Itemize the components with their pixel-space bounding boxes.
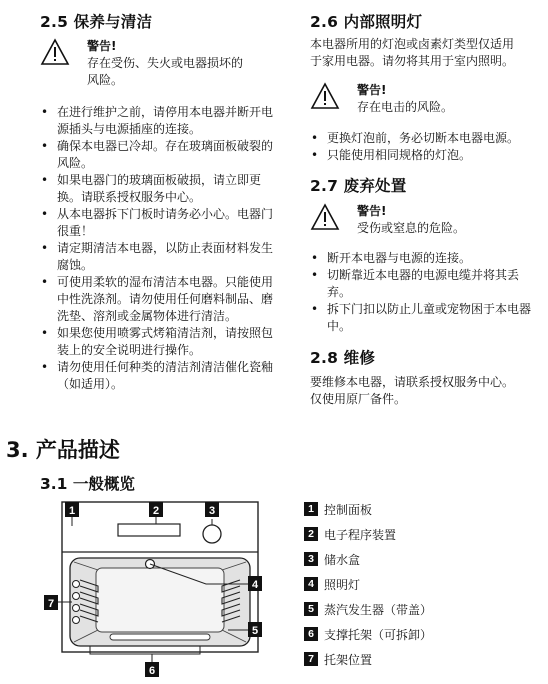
legend-item <box>304 550 360 568</box>
repair-paragraph <box>310 374 514 408</box>
list-item: • 切断靠近本电器的电源电缆并将其丢弃。 <box>310 267 540 301</box>
callout-1: 1 <box>68 505 76 517</box>
legend-label: 照明灯 <box>324 577 361 592</box>
legend-label: 储水盒 <box>324 552 361 567</box>
warning-title: 警告! <box>357 83 387 97</box>
water-tank <box>203 525 221 543</box>
legend-item <box>304 625 432 643</box>
list-item: • 从本电器拆下门板时请务必小心。电器门很重！ <box>40 206 276 240</box>
list-item: • 请定期清洁本电器，以防止表面材料发生腐蚀。 <box>40 240 276 274</box>
legend-item <box>304 600 432 618</box>
list-item: • 只能使用相同规格的灯泡。 <box>310 147 540 164</box>
repair-paragraph-line-2: 仅使用原厂备件。 <box>310 392 407 406</box>
warning-line-1: 受伤或窒息的危险。 <box>357 221 466 235</box>
legend-number: 5 <box>304 602 318 616</box>
warning-text <box>357 203 465 237</box>
warning-title: 警告! <box>357 204 387 218</box>
lamp-list <box>310 130 540 164</box>
section-title-2-8: 2.8 维修 <box>310 349 376 367</box>
legend-item <box>304 575 360 593</box>
list-item: • 拆下门扣以防止儿童或宠物困于本电器中。 <box>310 301 540 335</box>
section-title-2-7: 2.7 废弃处置 <box>310 177 407 195</box>
list-item: • 更换灯泡前，务必切断本电器电源。 <box>310 130 540 147</box>
cavity-back-wall <box>96 568 224 632</box>
lamp-paragraph-line-2: 于家用电器。请勿将其用于室内照明。 <box>310 54 515 68</box>
warning-line-1: 存在受伤、失火或电器损坏的 <box>87 56 244 70</box>
list-item: • 在进行维护之前，请停用本电器并断开电源插头与电源插座的连接。 <box>40 104 276 138</box>
maintenance-list <box>40 104 276 393</box>
callout-5: 5 <box>251 625 259 637</box>
warning-block-lamp <box>310 82 540 128</box>
callout-2: 2 <box>152 505 160 517</box>
lamp-paragraph <box>310 36 514 70</box>
list-item: • 请勿使用任何种类的清洁剂清洁催化瓷釉（如适用）。 <box>40 359 276 393</box>
callout-4: 4 <box>251 579 259 591</box>
warning-block-maintenance <box>40 38 276 87</box>
warning-triangle-icon <box>310 82 340 110</box>
oven-diagram <box>40 496 276 680</box>
list-item: • 如果电器门的玻璃面板破损，请立即更换。请联系授权服务中心。 <box>40 172 276 206</box>
legend-item <box>304 650 372 668</box>
list-item: • 确保本电器已冷却。存在玻璃面板破裂的风险。 <box>40 138 276 172</box>
warning-line-2: 风险。 <box>87 73 124 87</box>
callout-6: 6 <box>148 665 156 677</box>
program-display <box>118 524 180 536</box>
repair-paragraph-line-1: 要维修本电器，请联系授权服务中心。 <box>310 375 515 389</box>
legend-label: 蒸汽发生器（带盖） <box>324 602 433 617</box>
warning-triangle-icon <box>40 38 70 66</box>
legend-label: 托架位置 <box>324 652 373 667</box>
legend-number: 2 <box>304 527 318 541</box>
legend-label: 控制面板 <box>324 502 373 517</box>
list-item: • 可使用柔软的湿布清洁本电器。只能使用中性洗涤剂。请勿使用任何磨料制品、磨洗垫、溶剂或金属物体进行清洁。 <box>40 274 276 325</box>
warning-line-1: 存在电击的风险。 <box>357 100 454 114</box>
section-title-2-5: 2.5 保养与清洁 <box>40 13 153 31</box>
list-item: • 断开本电器与电源的连接。 <box>310 250 540 267</box>
legend-number: 6 <box>304 627 318 641</box>
legend-label: 支撑托架（可拆卸） <box>324 627 433 642</box>
warning-text <box>87 38 243 89</box>
legend-number: 4 <box>304 577 318 591</box>
list-item: • 如果您使用喷雾式烤箱清洁剂，请按照包装上的安全说明进行操作。 <box>40 325 276 359</box>
legend-item <box>304 500 372 518</box>
callout-3: 3 <box>208 505 216 517</box>
disposal-list <box>310 250 540 335</box>
warning-text <box>357 82 453 116</box>
section-title-3-1: 3.1 一般概览 <box>40 475 135 493</box>
warning-title: 警告! <box>87 39 117 53</box>
steam-generator-cover <box>110 634 210 640</box>
warning-block-disposal <box>310 203 540 249</box>
section-title-2-6: 2.6 内部照明灯 <box>310 13 423 31</box>
legend-label: 电子程序装置 <box>324 527 397 542</box>
lamp-paragraph-line-1: 本电器所用的灯泡或卤素灯类型仅适用 <box>310 37 515 51</box>
callout-7: 7 <box>47 598 55 610</box>
legend-number: 7 <box>304 652 318 666</box>
chapter-title: 3. 产品描述 <box>6 438 120 462</box>
warning-triangle-icon <box>310 203 340 231</box>
legend-item <box>304 525 396 543</box>
legend-number: 3 <box>304 552 318 566</box>
legend-number: 1 <box>304 502 318 516</box>
